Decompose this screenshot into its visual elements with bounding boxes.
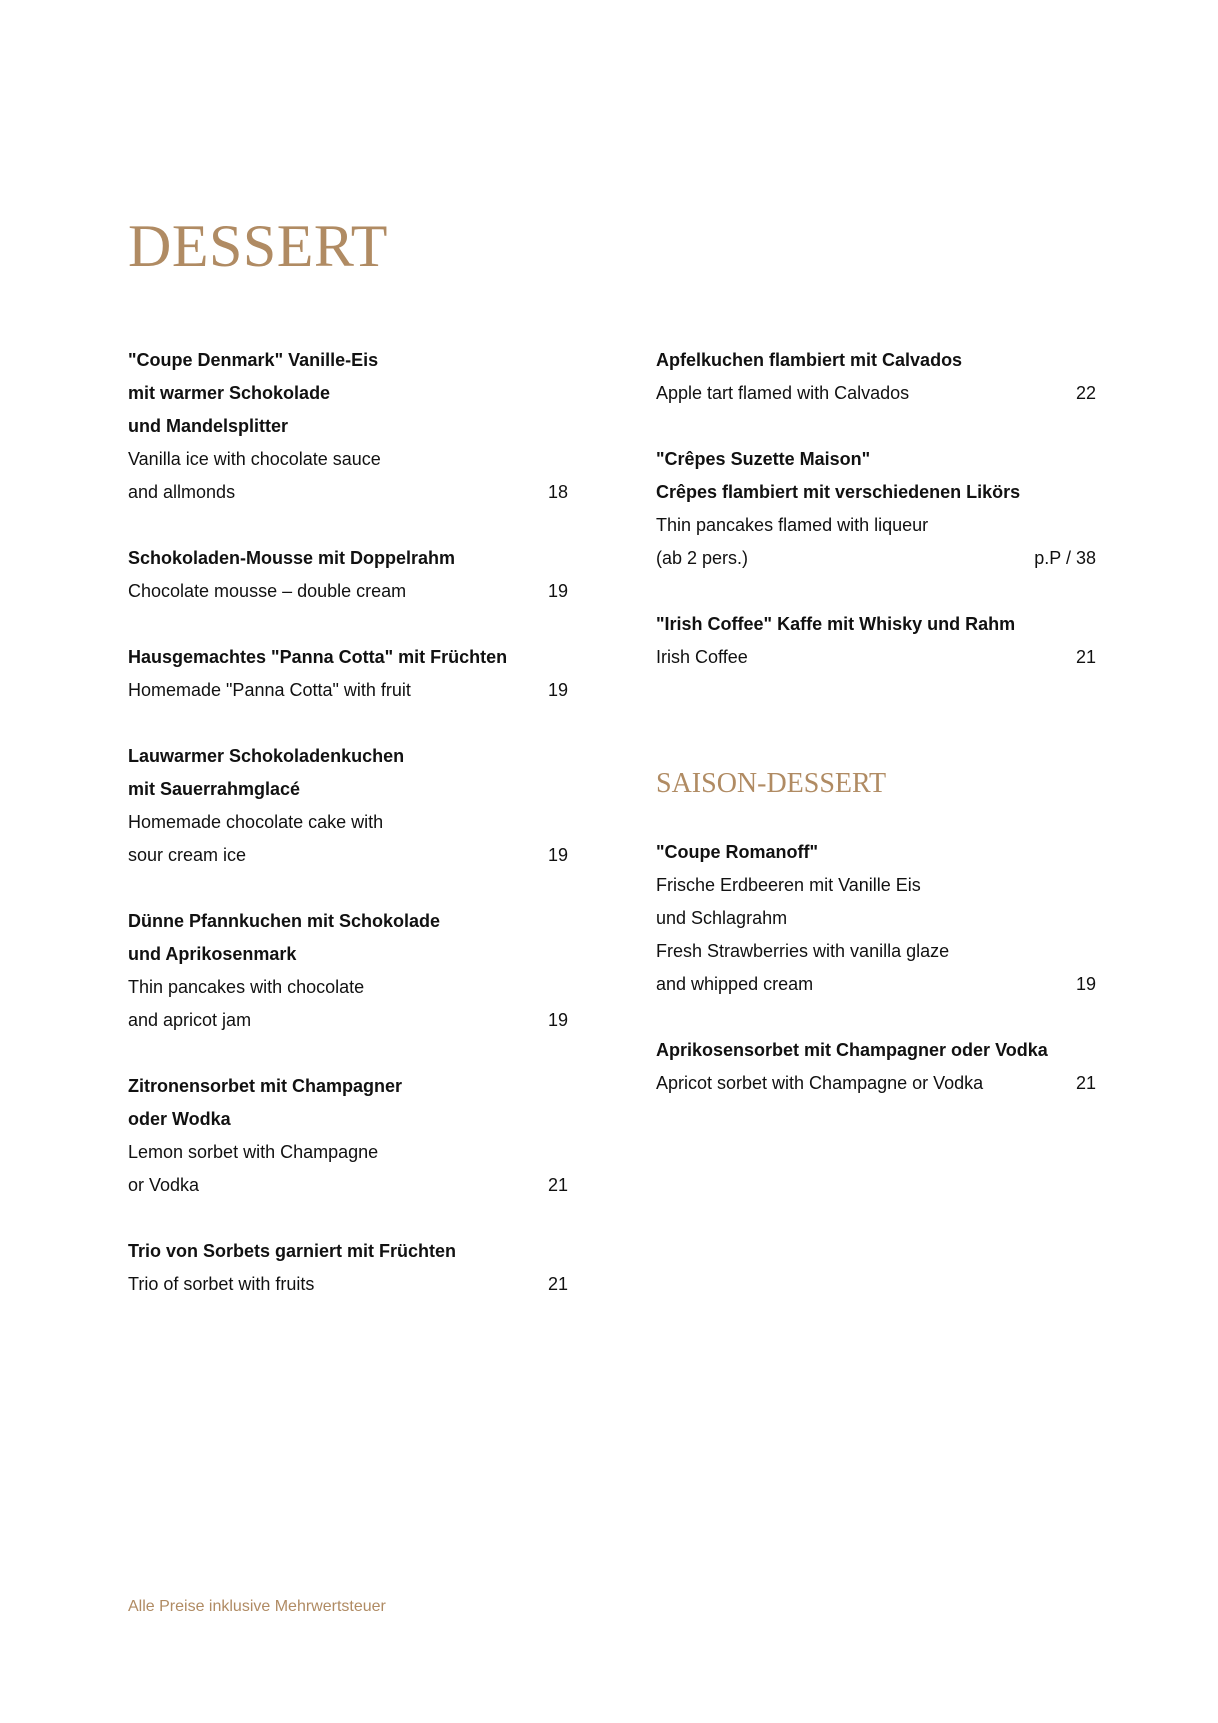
menu-item-price: 18 xyxy=(547,482,568,502)
menu-item xyxy=(128,1235,568,1301)
menu-item xyxy=(128,344,568,509)
menu-item-price: 21 xyxy=(547,1175,568,1195)
menu-item xyxy=(656,1034,1096,1100)
saison-dessert-list xyxy=(656,836,1096,1100)
menu-item-name-de: Apfelkuchen flambiert mit Calvados xyxy=(656,350,963,370)
menu-item-price: 21 xyxy=(547,1274,568,1294)
menu-item-name-de: oder Wodka xyxy=(128,1109,231,1129)
menu-item-price: 19 xyxy=(547,845,568,865)
saison-section-title: SAISON-DESSERT xyxy=(656,768,887,799)
menu-item-name-de: Hausgemachtes "Panna Cotta" mit Früchten xyxy=(128,647,508,667)
menu-item-name-en: and allmonds xyxy=(128,482,236,502)
menu-item-name-de: Schokoladen-Mousse mit Doppelrahm xyxy=(128,548,456,568)
menu-item-name-en: Chocolate mousse – double cream xyxy=(128,581,407,601)
menu-item-price: p.P / 38 xyxy=(1034,548,1096,568)
menu-item-name-en: and whipped cream xyxy=(656,974,814,994)
menu-item-price: 21 xyxy=(1075,647,1096,667)
menu-item-price: 21 xyxy=(1075,1073,1096,1093)
menu-item xyxy=(656,344,1096,410)
menu-item-name-en: Homemade chocolate cake with xyxy=(128,812,384,832)
menu-item-price: 19 xyxy=(547,680,568,700)
menu-item-name-de: und Aprikosenmark xyxy=(128,944,297,964)
menu-item xyxy=(656,608,1096,674)
menu-item xyxy=(656,836,1096,1001)
menu-item-name-de: mit Sauerrahmglacé xyxy=(128,779,301,799)
menu-item-name-en: Vanilla ice with chocolate sauce xyxy=(128,449,381,469)
menu-item-name-de: Dünne Pfannkuchen mit Schokolade xyxy=(128,911,441,931)
menu-item-name-de: "Irish Coffee" Kaffe mit Whisky und Rahm xyxy=(656,614,1016,634)
menu-item-name-en: Homemade "Panna Cotta" with fruit xyxy=(128,680,411,700)
menu-item-name-de: Zitronensorbet mit Champagner xyxy=(128,1076,403,1096)
menu-item-name-en: Thin pancakes with chocolate xyxy=(128,977,365,997)
menu-item-name-de: mit warmer Schokolade xyxy=(128,383,331,403)
menu-item-name-en: Irish Coffee xyxy=(656,647,748,667)
menu-item-name-en: Apricot sorbet with Champagne or Vodka xyxy=(656,1073,984,1093)
menu-item-name-de: Trio von Sorbets garniert mit Früchten xyxy=(128,1241,457,1261)
menu-item-name-en: Fresh Strawberries with vanilla glaze xyxy=(656,941,950,961)
menu-item xyxy=(128,740,568,872)
menu-item-price: 19 xyxy=(547,1010,568,1030)
menu-item xyxy=(128,542,568,608)
menu-item-name-de: und Mandelsplitter xyxy=(128,416,289,436)
menu-item-price: 19 xyxy=(1075,974,1096,994)
menu-item-name-en: sour cream ice xyxy=(128,845,247,865)
menu-item-name-en: und Schlagrahm xyxy=(656,908,788,928)
menu-item-name-en: or Vodka xyxy=(128,1175,200,1195)
menu-item-name-de: Crêpes flambiert mit verschiedenen Likörs xyxy=(656,482,1021,502)
footer-note: Alle Preise inklusive Mehrwertsteuer xyxy=(128,1598,386,1615)
menu-item-name-de: Aprikosensorbet mit Champagner oder Vodka xyxy=(656,1040,1048,1060)
menu-item-name-en: Frische Erdbeeren mit Vanille Eis xyxy=(656,875,921,895)
menu-item-name-de: "Coupe Romanoff" xyxy=(656,842,819,862)
page-title: DESSERT xyxy=(128,213,388,279)
menu-item xyxy=(128,641,568,707)
menu-item-name-en: Lemon sorbet with Champagne xyxy=(128,1142,379,1162)
menu-item-price: 22 xyxy=(1075,383,1096,403)
menu-item-name-de: "Coupe Denmark" Vanille-Eis xyxy=(128,350,379,370)
menu-item-name-en: Thin pancakes flamed with liqueur xyxy=(656,515,929,535)
menu-item xyxy=(128,1070,568,1202)
dessert-list-right xyxy=(656,344,1096,1133)
menu-item xyxy=(128,905,568,1037)
menu-item-price: 19 xyxy=(547,581,568,601)
menu-item-name-en: (ab 2 pers.) xyxy=(656,548,749,568)
menu-item-name-en: Apple tart flamed with Calvados xyxy=(656,383,910,403)
menu-item-name-de: "Crêpes Suzette Maison" xyxy=(656,449,871,469)
dessert-list-right-items xyxy=(656,344,1096,674)
menu-item-name-en: and apricot jam xyxy=(128,1010,252,1030)
dessert-list-left xyxy=(128,344,568,1334)
menu-item-name-de: Lauwarmer Schokoladenkuchen xyxy=(128,746,405,766)
menu-item xyxy=(656,443,1096,575)
menu-item-name-en: Trio of sorbet with fruits xyxy=(128,1274,315,1294)
